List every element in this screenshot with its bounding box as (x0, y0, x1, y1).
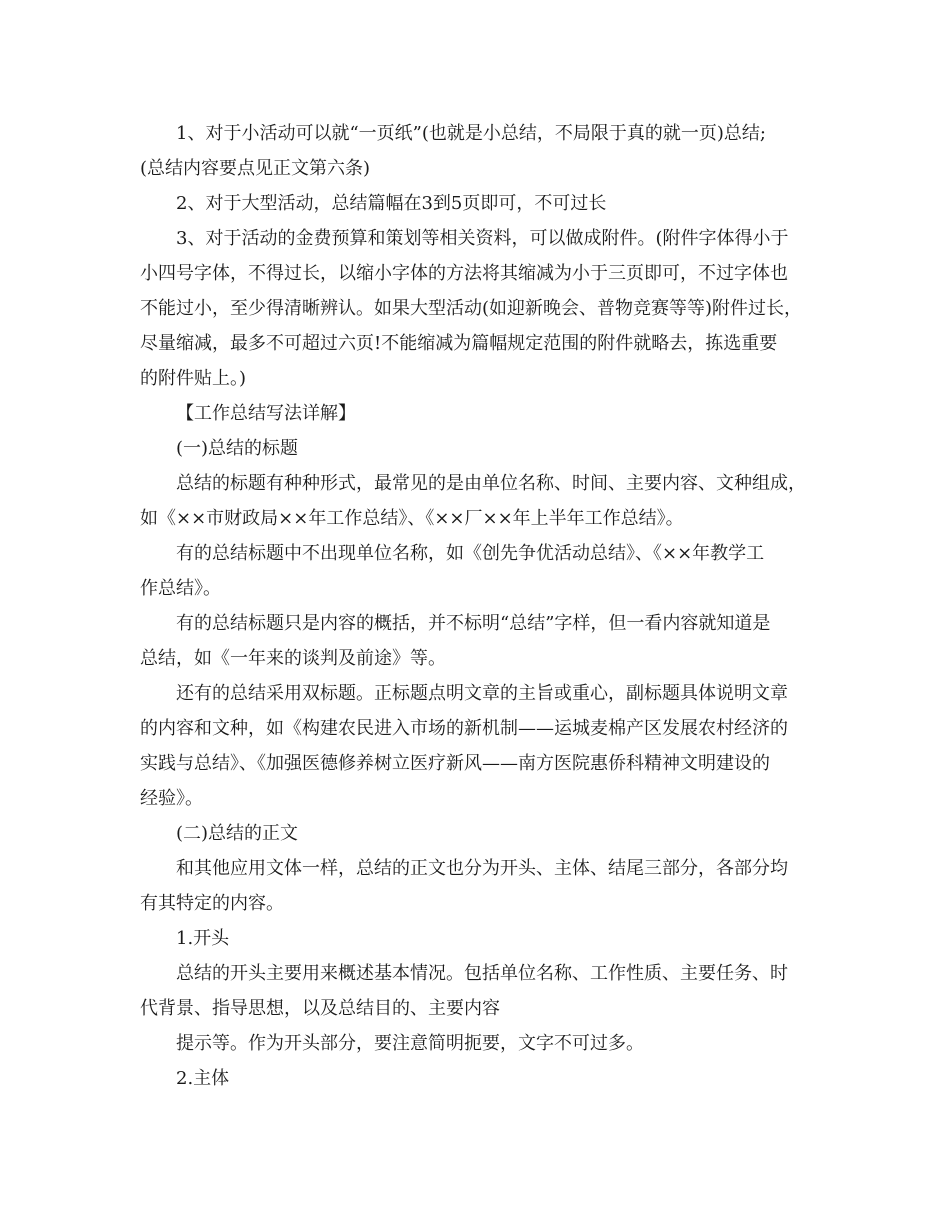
subsection-heading: (一)总结的标题 (176, 438, 299, 459)
text-line: 如《××市财政局××年工作总结》、《××厂××年上半年工作总结》。 (140, 508, 684, 529)
text-line: 提示等。作为开头部分，要注意简明扼要，文字不可过多。 (176, 1033, 644, 1054)
text-line: 的附件贴上。) (140, 368, 247, 389)
text-line: 1、对于小活动可以就“一页纸”(也就是小总结，不局限于真的就一页)总结; (176, 123, 766, 144)
text-line: 有其特定的内容。 (140, 893, 284, 914)
text-line: (总结内容要点见正文第六条) (140, 158, 371, 179)
text-line: 实践与总结》、《加强医德修养树立医疗新风——南方医院惠侨科精神文明建设的 (140, 753, 770, 774)
text-line: 有的总结标题中不出现单位名称，如《创先争优活动总结》、《××年教学工 (176, 543, 765, 564)
section-heading: 【工作总结写法详解】 (176, 403, 356, 424)
document-body (140, 116, 830, 1096)
text-line: 小四号字体，不得过长，以缩小字体的方法将其缩减为小于三页即可，不过字体也 (140, 263, 788, 284)
text-line: 总结，如《一年来的谈判及前途》等。 (140, 648, 446, 669)
text-line: 的内容和文种，如《构建农民进入市场的新机制——运城麦棉产区发展农村经济的 (140, 718, 788, 739)
text-line: 3、对于活动的金费预算和策划等相关资料，可以做成附件。(附件字体得小于 (176, 228, 789, 249)
text-line: 还有的总结采用双标题。正标题点明文章的主旨或重心，副标题具体说明文章 (176, 683, 788, 704)
text-line: 2、对于大型活动，总结篇幅在3到5页即可，不可过长 (176, 193, 607, 214)
text-line: 总结的开头主要用来概述基本情况。包括单位名称、工作性质、主要任务、时 (176, 963, 788, 984)
text-line: 和其他应用文体一样，总结的正文也分为开头、主体、结尾三部分，各部分均 (176, 858, 788, 879)
text-line: 作总结》。 (140, 578, 221, 599)
subsection-heading: 1.开头 (176, 928, 230, 949)
text-line: 有的总结标题只是内容的概括，并不标明“总结”字样，但一看内容就知道是 (176, 613, 771, 634)
text-line: 经验》。 (140, 788, 203, 809)
subsection-heading: (二)总结的正文 (176, 823, 299, 844)
subsection-heading: 2.主体 (176, 1068, 230, 1089)
text-line: 总结的标题有种种形式，最常见的是由单位名称、时间、主要内容、文种组成， (176, 473, 806, 494)
text-line: 不能过小，至少得清晰辨认。如果大型活动(如迎新晚会、普物竞赛等等)附件过长， (140, 298, 803, 319)
text-line: 尽量缩减，最多不可超过六页!不能缩减为篇幅规定范围的附件就略去，拣选重要 (140, 333, 778, 354)
text-line: 代背景、指导思想，以及总结目的、主要内容 (140, 998, 500, 1019)
